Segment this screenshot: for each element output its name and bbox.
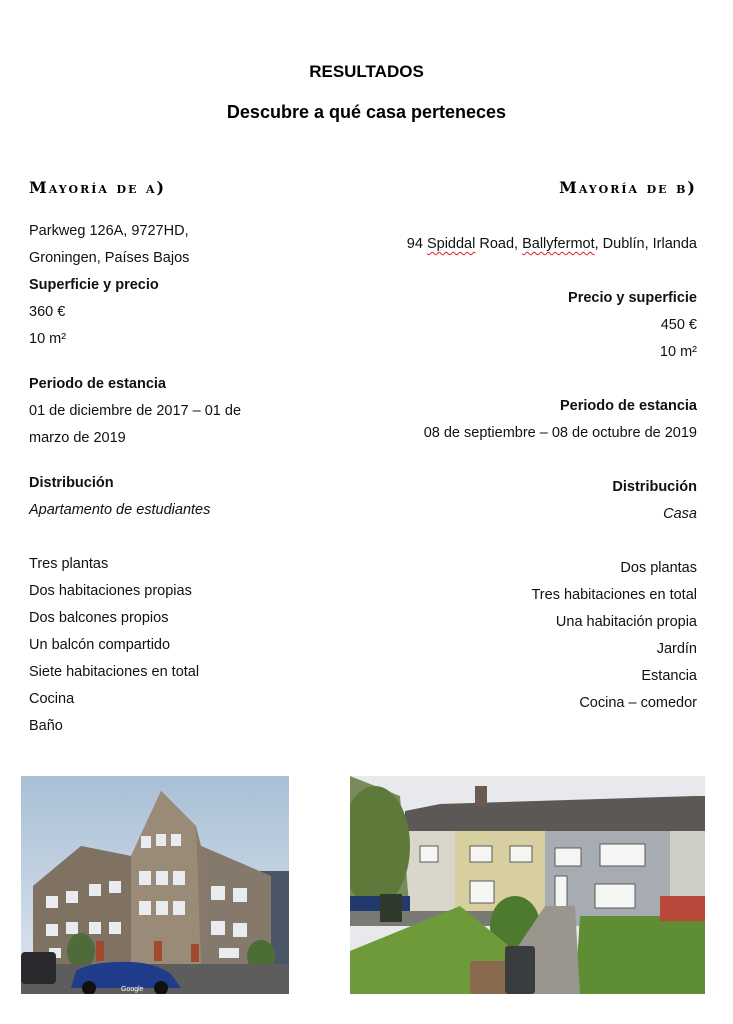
feature-item: Tres plantas	[29, 556, 109, 572]
period-label: Periodo de estancia	[29, 376, 166, 392]
period-value: marzo de 2019	[29, 430, 126, 446]
period-label: Periodo de estancia	[560, 398, 697, 414]
price-label: Superficie y precio	[29, 277, 159, 293]
address-part: , Dublín, Irlanda	[594, 236, 697, 252]
address-line: Parkweg 126A, 9727HD,	[29, 223, 189, 239]
feature-item: Dos balcones propios	[29, 610, 169, 626]
price-label: Precio y superficie	[568, 290, 697, 306]
distribution-label: Distribución	[29, 475, 114, 491]
feature-item: Cocina	[29, 691, 75, 707]
photo-house-dublin	[350, 776, 705, 994]
feature-item: Tres habitaciones en total	[531, 587, 697, 603]
column-b	[297, 231, 697, 717]
address-part: Road,	[475, 236, 523, 252]
feature-item: Baño	[29, 718, 63, 734]
feature-item: Siete habitaciones en total	[29, 664, 200, 680]
feature-item: Cocina – comedor	[579, 695, 697, 711]
feature-item: Una habitación propia	[555, 614, 697, 630]
feature-item: Un balcón compartido	[29, 637, 171, 653]
column-b-heading: Mayoría de b)	[559, 178, 697, 197]
address-line: Groningen, Países Bajos	[29, 250, 190, 266]
area-value: 10 m²	[659, 344, 697, 360]
feature-item: Estancia	[641, 668, 697, 684]
address-line	[297, 231, 697, 258]
distribution-type: Apartamento de estudiantes	[29, 502, 211, 518]
google-watermark: Google	[121, 986, 144, 993]
distribution-label: Distribución	[612, 479, 697, 495]
price-value: 450 €	[660, 317, 697, 333]
period-value: 08 de septiembre – 08 de octubre de 2019	[423, 425, 697, 441]
feature-item: Dos habitaciones propias	[29, 583, 192, 599]
column-a-heading: Mayoría de a)	[29, 178, 167, 197]
page-subtitle: Descubre a qué casa perteneces	[226, 102, 507, 122]
spellcheck-word: Spiddal	[426, 236, 476, 252]
feature-item: Dos plantas	[620, 560, 697, 576]
period-value: 01 de diciembre de 2017 – 01 de	[29, 403, 242, 419]
page-title: RESULTADOS	[309, 62, 424, 81]
address-part: 94	[406, 236, 427, 252]
column-a	[29, 218, 329, 740]
photo-apartment-groningen	[21, 776, 289, 994]
spellcheck-word: Ballyfermot	[522, 236, 595, 252]
feature-item: Jardín	[656, 641, 697, 657]
area-value: 10 m²	[29, 331, 67, 347]
distribution-type: Casa	[663, 506, 697, 522]
price-value: 360 €	[29, 304, 66, 320]
